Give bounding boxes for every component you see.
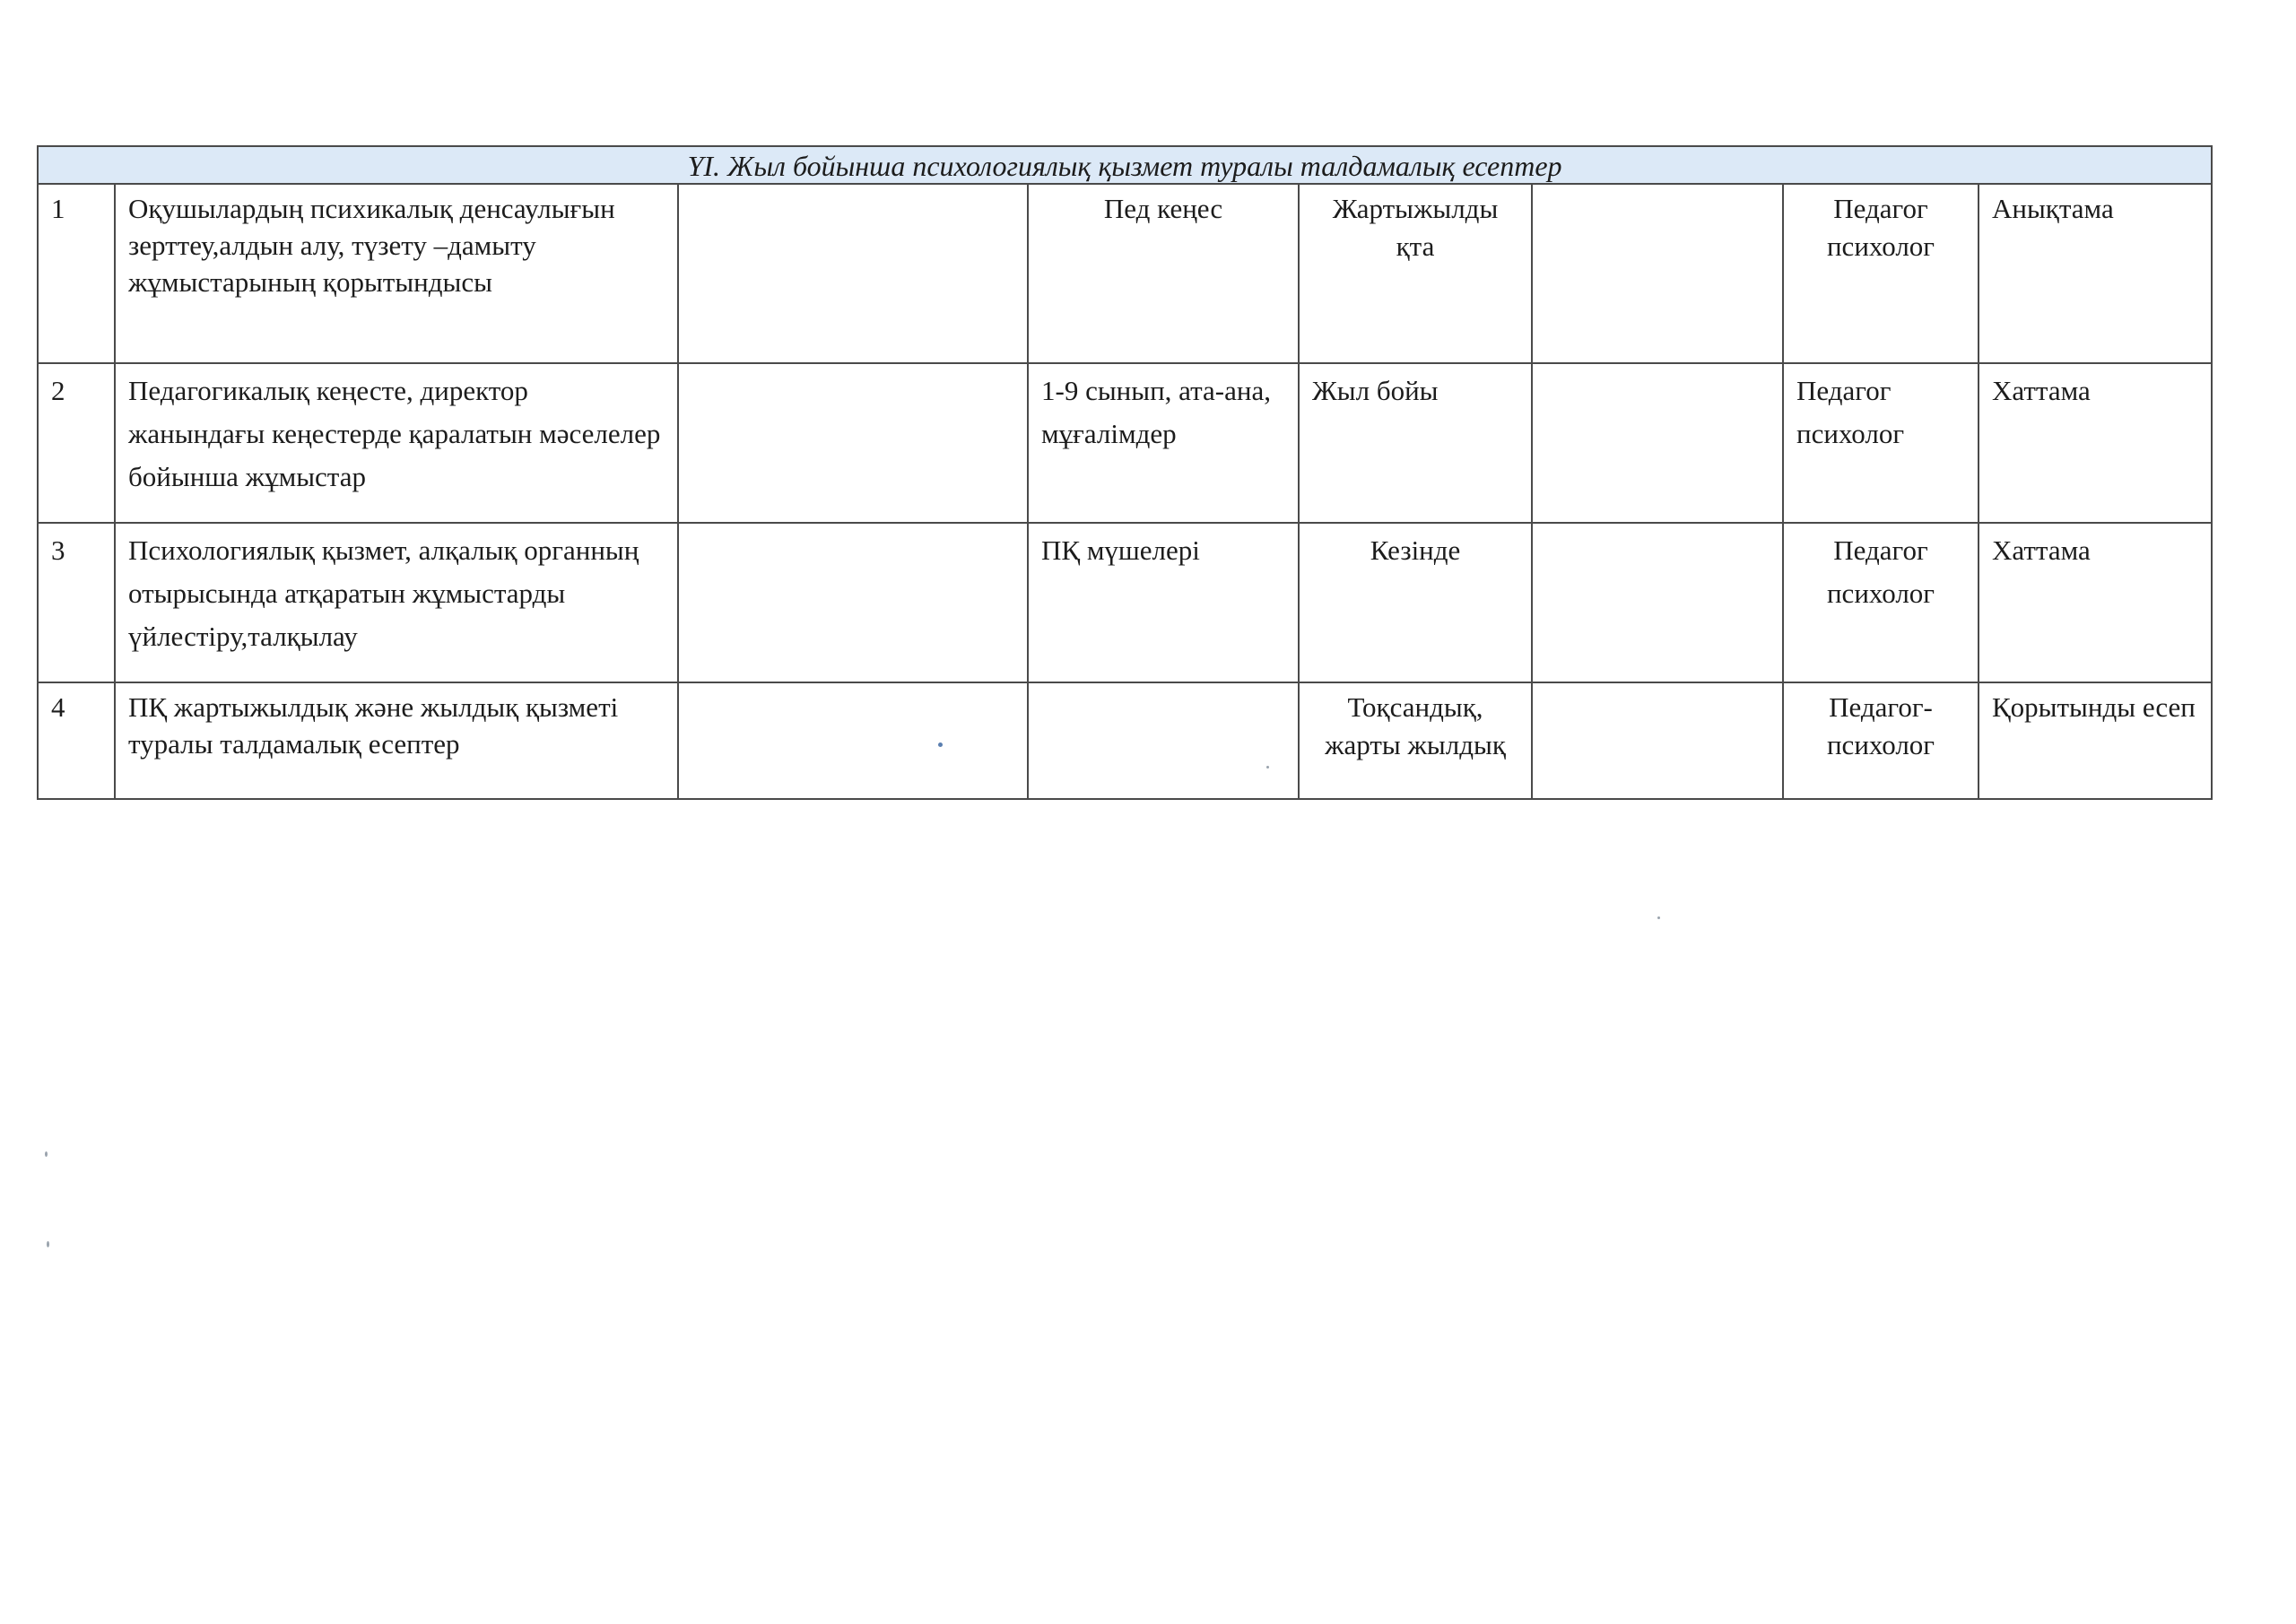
row-number: 1 bbox=[38, 184, 115, 363]
section-title: YI. Жыл бойынша психологиялық қызмет туралы талдамалық есептер bbox=[38, 146, 2212, 184]
timing-cell: Жыл бойы bbox=[1299, 363, 1532, 523]
participants-cell: 1-9 сынып, ата-ана, мұғалімдер bbox=[1028, 363, 1299, 523]
row-number: 2 bbox=[38, 363, 115, 523]
timing-cell: Тоқсандық, жарты жылдық bbox=[1299, 682, 1532, 799]
scan-speck bbox=[45, 1151, 48, 1157]
empty-cell bbox=[678, 184, 1028, 363]
participants-cell bbox=[1028, 682, 1299, 799]
report-form-cell: Хаттама bbox=[1979, 363, 2212, 523]
row-number: 4 bbox=[38, 682, 115, 799]
empty-cell bbox=[1532, 682, 1783, 799]
report-form-cell: Қорытынды есеп bbox=[1979, 682, 2212, 799]
empty-cell bbox=[678, 682, 1028, 799]
responsible-cell: Педагог-психолог bbox=[1783, 682, 1979, 799]
activity-description: Психологиялық қызмет, алқалық органның отырысында атқаратын жұмыстарды үйлестіру,талқылау bbox=[115, 523, 678, 682]
responsible-cell: Педагог психолог bbox=[1783, 184, 1979, 363]
empty-cell bbox=[1532, 184, 1783, 363]
table-row bbox=[38, 682, 2212, 799]
activity-description: Оқушылардың психикалық денсаулығын зерттеу,алдын алу, түзету –дамыту жұмыстарының қорытындысы bbox=[115, 184, 678, 363]
scan-speck bbox=[938, 743, 943, 747]
activity-description: Педагогикалық кеңесте, директор жанындағы кеңестерде қаралатын мәселелер бойынша жұмыстар bbox=[115, 363, 678, 523]
responsible-cell: Педагог психолог bbox=[1783, 363, 1979, 523]
empty-cell bbox=[678, 363, 1028, 523]
table-row bbox=[38, 523, 2212, 682]
row-number: 3 bbox=[38, 523, 115, 682]
timing-cell: Кезінде bbox=[1299, 523, 1532, 682]
empty-cell bbox=[1532, 523, 1783, 682]
empty-cell bbox=[678, 523, 1028, 682]
analytical-reports-table bbox=[37, 145, 2213, 800]
activity-description: ПҚ жартыжылдық және жылдық қызметі туралы талдамалық есептер bbox=[115, 682, 678, 799]
responsible-cell: Педагог психолог bbox=[1783, 523, 1979, 682]
participants-cell: Пед кеңес bbox=[1028, 184, 1299, 363]
scan-speck bbox=[47, 1241, 49, 1247]
timing-cell: Жартыжылды қта bbox=[1299, 184, 1532, 363]
report-form-cell: Анықтама bbox=[1979, 184, 2212, 363]
empty-cell bbox=[1532, 363, 1783, 523]
participants-cell: ПҚ мүшелері bbox=[1028, 523, 1299, 682]
table-row bbox=[38, 363, 2212, 523]
table-row bbox=[38, 184, 2212, 363]
section-title-row bbox=[38, 146, 2212, 184]
report-form-cell: Хаттама bbox=[1979, 523, 2212, 682]
scan-speck bbox=[1266, 766, 1269, 769]
scan-speck bbox=[1657, 916, 1660, 919]
